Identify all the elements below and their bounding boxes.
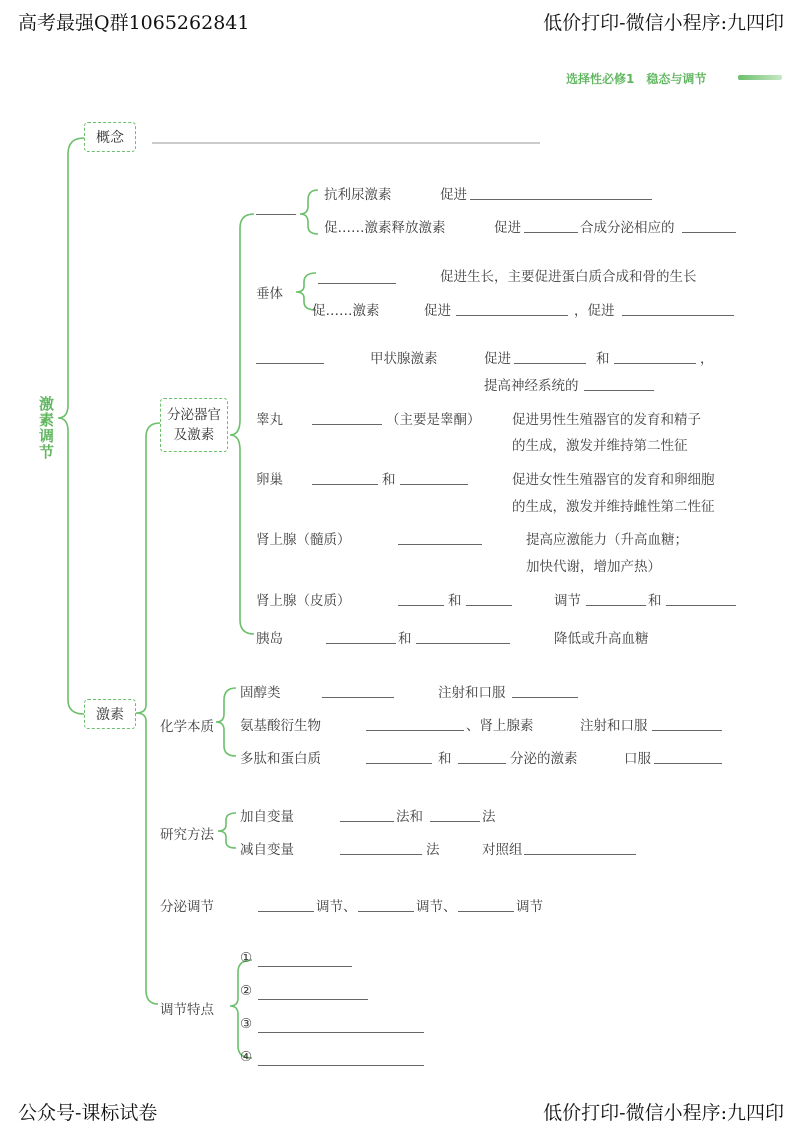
pancreas-effect: 降低或升高血糖 (554, 631, 649, 647)
thyroid-blank-b[interactable] (614, 363, 696, 364)
hypo-row1-hormone: 抗利尿激素 (324, 187, 392, 203)
hypothalamus-blank[interactable] (256, 214, 296, 215)
method-row1-label: 加自变量 (240, 809, 294, 825)
hypo-row2-effect: 促进 (494, 220, 521, 236)
secretion-text-b: 调节、 (416, 899, 457, 915)
glands-node (160, 398, 228, 452)
pit-row2-blank-b[interactable] (622, 315, 734, 316)
method-row1-blank-a[interactable] (340, 821, 394, 822)
pit-row1-blank[interactable] (318, 283, 396, 284)
ovary-effect1: 促进女性生殖器官的发育和卵细胞 (512, 472, 715, 488)
root-node-label: 激素调节 (37, 396, 55, 460)
concept-node (84, 122, 136, 152)
chem-row2-extra: 、肾上腺素 (466, 718, 534, 734)
concept-label: 概念 (96, 130, 124, 146)
feature-1-blank[interactable] (258, 966, 352, 967)
glands-label-line1: 分泌器官 (167, 407, 221, 423)
testis-effect2: 的生成，激发并维持第二性征 (512, 438, 688, 454)
cortex-blank-b[interactable] (466, 605, 512, 606)
pituitary-label: 垂体 (256, 286, 283, 302)
secretion-text-c: 调节 (516, 899, 543, 915)
pit-row2-blank-a[interactable] (456, 315, 568, 316)
thyroid-blank-a[interactable] (514, 363, 586, 364)
feature-3-blank[interactable] (258, 1032, 424, 1033)
chem-row1-blank-b[interactable] (512, 697, 578, 698)
feature-1-number: ① (240, 950, 253, 966)
thyroid-and: 和 (596, 351, 610, 367)
hypo-row2-hormone: 促……激素释放激素 (324, 220, 446, 236)
secretion-blank-c[interactable] (458, 911, 514, 912)
hormone-label: 激素 (96, 707, 124, 723)
chem-row3-and: 和 (438, 751, 452, 767)
feature-4-blank[interactable] (258, 1065, 424, 1066)
testis-note: （主要是睾酮） (386, 412, 481, 428)
pancreas-blank-b[interactable] (416, 643, 510, 644)
pit-row2-text: ，促进 (574, 303, 615, 319)
header-right-text: 低价打印-微信小程序:九四印 (543, 12, 784, 34)
pancreas-label: 胰岛 (256, 631, 283, 647)
medulla-effect2: 加快代谢，增加产热） (526, 559, 661, 575)
method-row2-blank-b[interactable] (524, 854, 636, 855)
medulla-label: 肾上腺（髓质） (256, 532, 351, 548)
pit-row1-effect: 促进生长，主要促进蛋白质合成和骨的生长 (440, 269, 697, 285)
chem-row2-class: 氨基酸衍生物 (240, 718, 321, 734)
hypo-row1-blank[interactable] (470, 199, 652, 200)
ovary-blank-a[interactable] (312, 484, 378, 485)
glands-label-line2: 及激素 (173, 427, 215, 443)
chem-row1-blank[interactable] (322, 697, 394, 698)
ovary-blank-b[interactable] (400, 484, 468, 485)
feature-3-number: ③ (240, 1016, 253, 1032)
thyroid-effect2: 提高神经系统的 (484, 378, 579, 394)
thyroid-blank[interactable] (256, 363, 324, 364)
chem-row3-blank-a[interactable] (366, 763, 432, 764)
chem-row1-route: 注射和口服 (438, 685, 506, 701)
method-row2-control: 对照组 (482, 842, 523, 858)
pit-row2-hormone: 促……激素 (312, 303, 380, 319)
method-row2-label: 减自变量 (240, 842, 294, 858)
cortex-and2: 和 (648, 593, 662, 609)
section-tag: 选择性必修1 稳态与调节 (566, 72, 707, 86)
hormone-node (84, 699, 136, 729)
chemistry-title: 化学本质 (160, 719, 214, 735)
testis-effect1: 促进男性生殖器官的发育和精子 (512, 412, 701, 428)
cortex-reg: 调节 (554, 593, 581, 609)
hypo-row1-effect: 促进 (440, 187, 467, 203)
method-row1-blank-b[interactable] (430, 821, 480, 822)
ovary-effect2: 的生成，激发并维持雌性第二性征 (512, 499, 715, 515)
method-row1-text-b: 法 (482, 809, 496, 825)
hypo-row2-blank-a[interactable] (524, 232, 578, 233)
cortex-blank-d[interactable] (666, 605, 736, 606)
secretion-title: 分泌调节 (160, 899, 214, 915)
footer-left-text: 公众号-课标试卷 (18, 1102, 158, 1124)
method-row2-blank[interactable] (340, 854, 422, 855)
secretion-blank-a[interactable] (258, 911, 314, 912)
chem-row2-blank[interactable] (366, 730, 464, 731)
secretion-text-a: 调节、 (316, 899, 357, 915)
medulla-blank[interactable] (398, 544, 482, 545)
chem-row1-class: 固醇类 (240, 685, 281, 701)
header-left-text: 高考最强Q群1065262841 (18, 12, 250, 34)
thyroid-blank-c[interactable] (584, 390, 654, 391)
chem-row3-route: 口服 (624, 751, 651, 767)
testis-label: 睾丸 (256, 412, 283, 428)
testis-blank[interactable] (312, 424, 382, 425)
method-title: 研究方法 (160, 827, 214, 843)
features-title: 调节特点 (160, 1002, 214, 1018)
method-row1-text-a: 法和 (396, 809, 423, 825)
feature-2-blank[interactable] (258, 999, 368, 1000)
chem-row3-blank-b[interactable] (458, 763, 506, 764)
cortex-label: 肾上腺（皮质） (256, 593, 351, 609)
hypo-row2-text: 合成分泌相应的 (580, 220, 675, 236)
chem-row2-blank-b[interactable] (652, 730, 722, 731)
feature-2-number: ② (240, 983, 253, 999)
method-row2-text: 法 (426, 842, 440, 858)
chem-row3-blank-c[interactable] (654, 763, 722, 764)
hypo-row2-blank-b[interactable] (682, 232, 736, 233)
cortex-blank-a[interactable] (398, 605, 444, 606)
pancreas-and: 和 (398, 631, 412, 647)
pancreas-blank-a[interactable] (326, 643, 396, 644)
cortex-blank-c[interactable] (586, 605, 646, 606)
feature-4-number: ④ (240, 1049, 253, 1065)
ovary-label: 卵巢 (256, 472, 283, 488)
medulla-effect1: 提高应激能力（升高血糖； (526, 532, 688, 548)
chem-row3-class: 多肽和蛋白质 (240, 751, 321, 767)
thyroid-hormone: 甲状腺激素 (370, 351, 438, 367)
chem-row2-route: 注射和口服 (580, 718, 648, 734)
thyroid-effect: 促进 (484, 351, 511, 367)
chem-row3-text: 分泌的激素 (510, 751, 578, 767)
footer-right-text: 低价打印-微信小程序:九四印 (543, 1102, 784, 1124)
thyroid-comma: ， (700, 351, 714, 367)
ovary-and: 和 (382, 472, 396, 488)
secretion-blank-b[interactable] (358, 911, 414, 912)
pit-row2-effect: 促进 (424, 303, 451, 319)
cortex-and1: 和 (448, 593, 462, 609)
